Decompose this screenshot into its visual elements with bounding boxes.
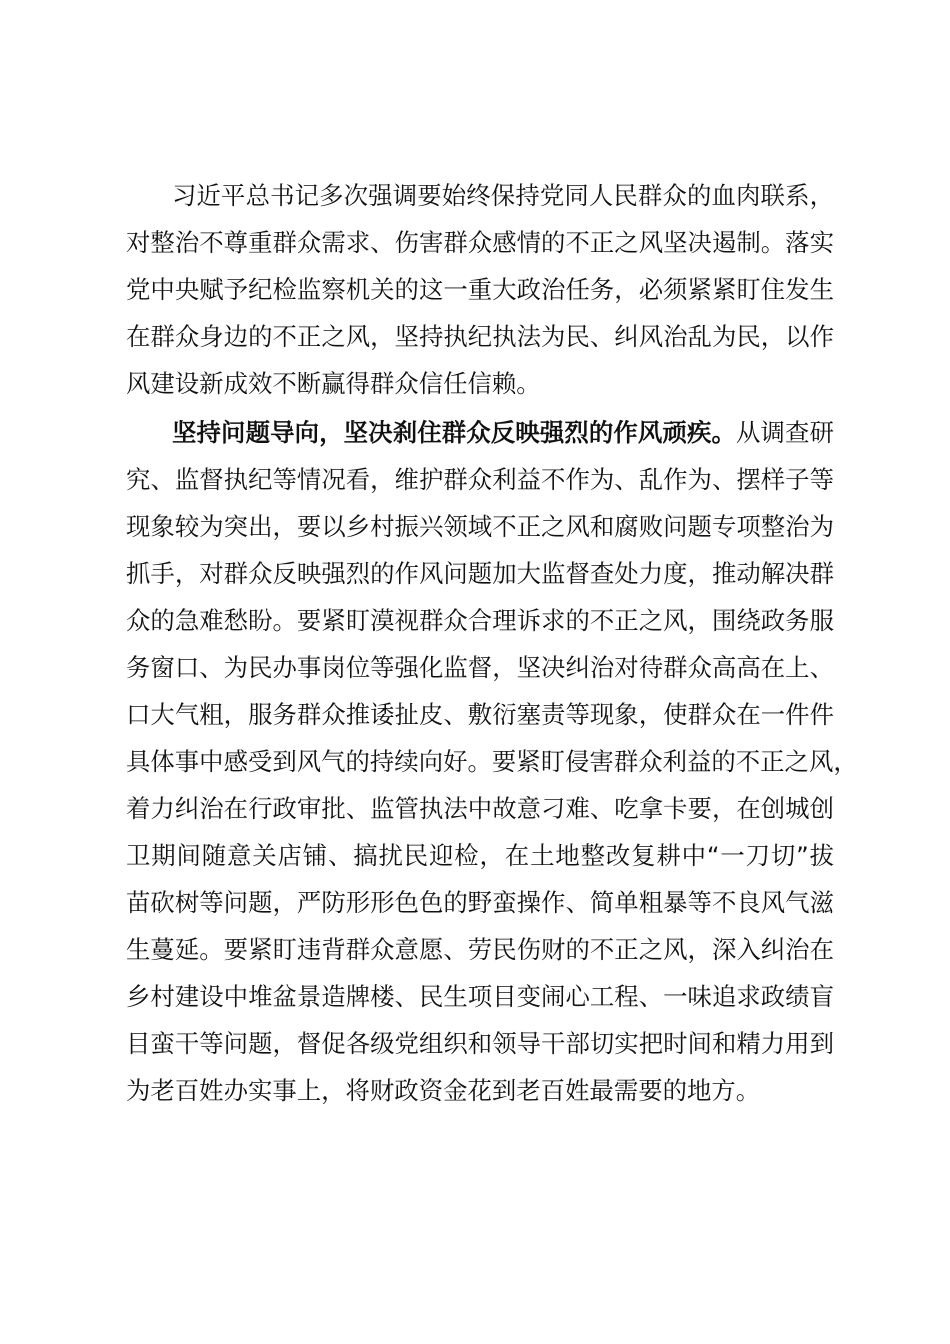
paragraph-2-line: 务窗口、为民办事岗位等强化监督，坚决纠治对待群众高高在上、 bbox=[126, 653, 834, 682]
paragraph-1-line: 对整治不尊重群众需求、伤害群众感情的不正之风坚决遏制。落实 bbox=[126, 228, 834, 257]
paragraph-1-line: 习近平总书记多次强调要始终保持党同人民群众的血肉联系， bbox=[172, 181, 834, 210]
paragraph-1-line: 在群众身边的不正之风，坚持执纪执法为民、纠风治乱为民，以作 bbox=[126, 322, 834, 351]
paragraph-2-line: 现象较为突出，要以乡村振兴领域不正之风和腐败问题专项整治为 bbox=[126, 512, 834, 541]
paragraph-1-line: 风建设新成效不断赢得群众信任信赖。 bbox=[126, 369, 541, 398]
document-body bbox=[126, 172, 858, 1114]
paragraph-2-line: 口大气粗，服务群众推诿扯皮、敷衍塞责等现象，使群众在一件件 bbox=[126, 700, 834, 729]
paragraph-2 bbox=[126, 409, 858, 1114]
paragraph-2-line: 为老百姓办实事上，将财政资金花到老百姓最需要的地方。 bbox=[126, 1076, 761, 1105]
paragraph-2-line: 抓手，对群众反映强烈的作风问题加大监督查处力度，推动解决群 bbox=[126, 559, 834, 588]
paragraph-2-line: 生蔓延。要紧盯违背群众意愿、劳民伤财的不正之风，深入纠治在 bbox=[126, 935, 834, 964]
paragraph-2-heading: 坚持问题导向，坚决刹住群众反映强烈的作风顽疾。 bbox=[172, 418, 737, 447]
paragraph-2-line: 苗砍树等问题，严防形形色色的野蛮操作、简单粗暴等不良风气滋 bbox=[126, 888, 834, 917]
paragraph-2-first-line-rest: 从调查研 bbox=[736, 418, 834, 447]
paragraph-1 bbox=[126, 172, 834, 407]
paragraph-2-line: 究、监督执纪等情况看，维护群众利益不作为、乱作为、摆样子等 bbox=[126, 465, 834, 494]
paragraph-2-line: 着力纠治在行政审批、监管执法中故意刁难、吃拿卡要，在创城创 bbox=[126, 794, 834, 823]
paragraph-2-line: 卫期间随意关店铺、搞扰民迎检，在土地整改复耕中“一刀切”拔 bbox=[126, 841, 834, 870]
paragraph-2-first-line bbox=[126, 409, 834, 456]
paragraph-2-line: 乡村建设中堆盆景造牌楼、民生项目变闹心工程、一味追求政绩盲 bbox=[126, 982, 834, 1011]
paragraph-2-line: 众的急难愁盼。要紧盯漠视群众合理诉求的不正之风，围绕政务服 bbox=[126, 606, 834, 635]
paragraph-2-line: 具体事中感受到风气的持续向好。要紧盯侵害群众利益的不正之风， bbox=[126, 747, 858, 776]
paragraph-1-line: 党中央赋予纪检监察机关的这一重大政治任务，必须紧紧盯住发生 bbox=[126, 275, 834, 304]
paragraph-2-line: 目蛮干等问题，督促各级党组织和领导干部切实把时间和精力用到 bbox=[126, 1029, 834, 1058]
